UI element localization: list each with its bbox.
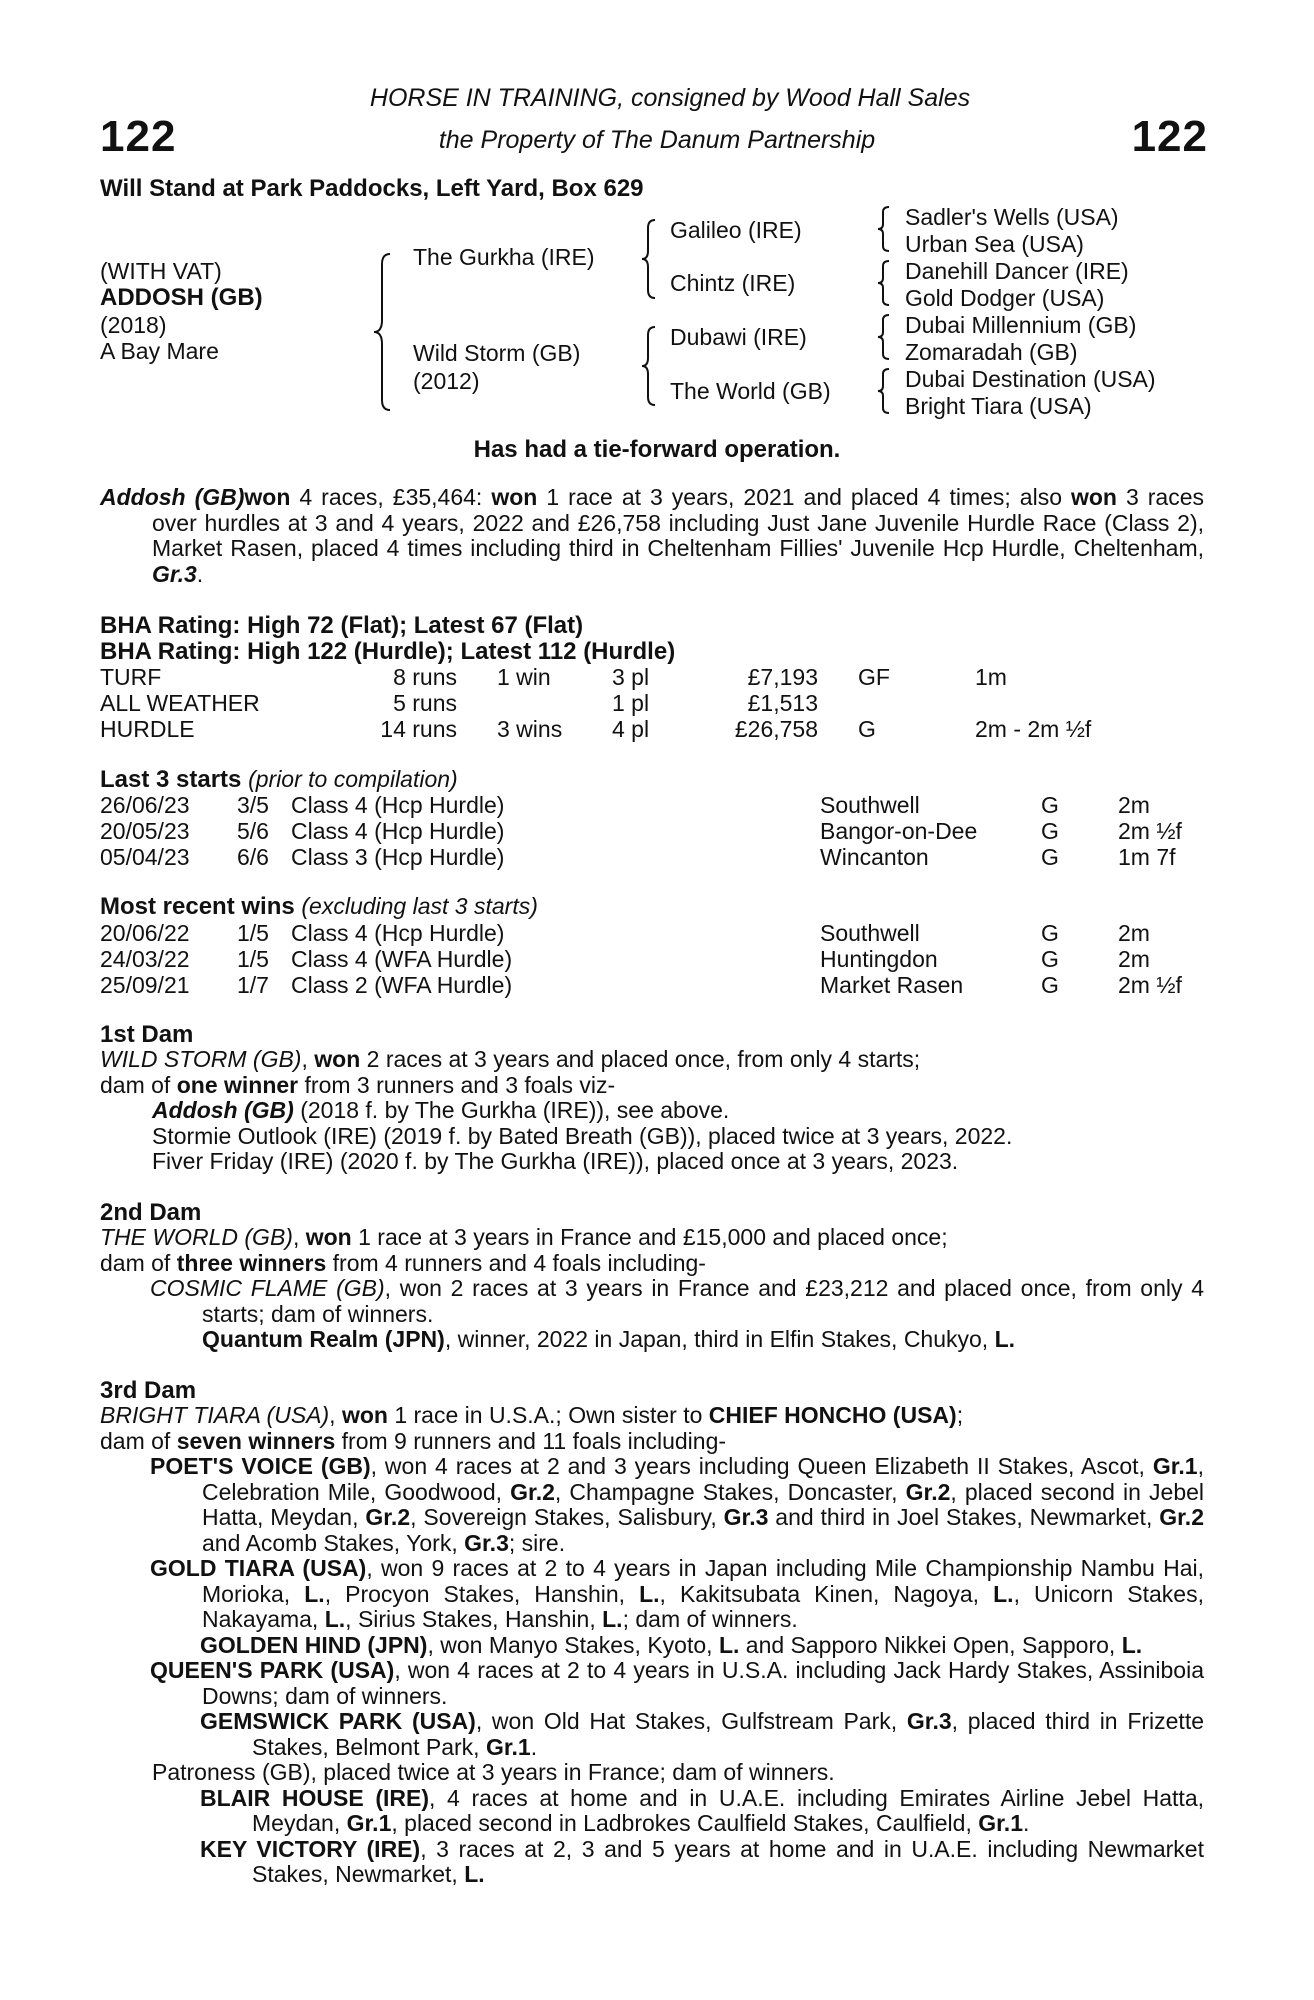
second-dam-text: dam of (100, 1249, 177, 1276)
win-course: Market Rasen (820, 972, 964, 998)
second-dam-text: from 4 runners and 4 foals including- (326, 1249, 706, 1276)
win-race: Class 4 (Hcp Hurdle) (291, 920, 505, 946)
rating-placed: 4 pl (612, 716, 650, 742)
start-course: Bangor-on-Dee (820, 818, 978, 844)
grandparent-3: Danehill Dancer (IRE) (905, 258, 1129, 284)
produce-key-victory: KEY VICTORY (IRE), 3 races at 2, 3 and 5 years at home and in U.A.E. including Newmarket Stakes, Newmarket, L. (200, 1835, 1204, 1887)
second-dam-won: won (305, 1224, 352, 1250)
win-distance: 2m (1118, 946, 1150, 972)
rating-earnings: £7,193 (747, 664, 818, 690)
rating-hurdle: BHA Rating: High 122 (Hurdle); Latest 112 (Hurdle) (100, 638, 676, 665)
produce-name: Quantum Realm (JPN) (202, 1326, 445, 1352)
win-course: Huntingdon (820, 946, 938, 972)
win-position: 1/7 (237, 972, 269, 998)
start-position: 3/5 (237, 792, 269, 818)
start-distance: 1m 7f (1118, 844, 1176, 870)
start-race: Class 4 (Hcp Hurdle) (291, 792, 505, 818)
grandparent-4: Gold Dodger (USA) (905, 285, 1105, 311)
third-dam-heading: 3rd Dam (100, 1377, 197, 1404)
foal-entry: Fiver Friday (IRE) (2020 f. by The Gurkha (IRE)), placed once at 3 years, 2023. (152, 1148, 959, 1174)
pedigree-brace-main (372, 252, 396, 412)
produce-golden-hind: GOLDEN HIND (JPN), won Manyo Stakes, Kyoto, L. and Sapporo Nikkei Open, Sapporo, L. (200, 1631, 1143, 1658)
first-dam-winners: one winner (176, 1071, 299, 1098)
second-dam-heading: 2nd Dam (100, 1199, 202, 1226)
produce-gemswick-park: GEMSWICK PARK (USA), won Old Hat Stakes, Gulfstream Park, Gr.3, placed third in Frizette Stakes, Belmont Park, Gr.1. (200, 1708, 1204, 1760)
third-dam-text: 1 race in U.S.A.; Own sister to (387, 1402, 709, 1428)
produce-name: QUEEN'S PARK (USA) (150, 1657, 395, 1683)
consignor-line: HORSE IN TRAINING, consigned by Wood Hall Sales (369, 84, 971, 112)
rating-earnings: £26,758 (734, 716, 818, 742)
produce-details: , won 2 races at 3 years in France and £23,212 and placed once, from only 4 starts; dam of winners. (202, 1275, 1204, 1327)
last-starts-note: (prior to compilation) (248, 766, 458, 792)
property-line: the Property of The Danum Partnership (438, 126, 876, 154)
race-summary (100, 485, 1204, 587)
lot-number-right: 122 (1131, 112, 1208, 161)
horse-description: A Bay Mare (100, 338, 219, 364)
lot-number-left: 122 (100, 112, 177, 161)
recent-wins-note: (excluding last 3 starts) (301, 893, 538, 919)
summary-won: won (244, 484, 291, 510)
second-dam-name: THE WORLD (GB) (100, 1224, 293, 1250)
third-dam-name: BRIGHT TIARA (USA) (100, 1402, 330, 1428)
summary-text: . (196, 560, 204, 587)
third-dam-section: BRIGHT TIARA (USA), won 1 race in U.S.A.; Own sister to CHIEF HONCHO (USA); dam of seven winners from 9 runners and 11 foals including- POET'S VOICE (GB), won 4 races at 2 and 3 years including Queen Elizabeth II Stakes, Ascot, Gr.1, Celebration Mile, Goodwood, Gr.2, Champagne Stakes, Doncaster, Gr.2, placed second in Jebel Hatta, Meydan, Gr.2, Sovereign Stakes, Salisbury, Gr.3 and third in Joel Stakes, Newmarket, Gr.2 and Acomb Stakes, York, Gr.3; sire. GOLD TIARA (USA), won 9 races at 2 to 4 years in Japan including Mile Championship Nambu Hai, Morioka, L., Procyon Stakes, Hanshin, L., Kakitsubata Kinen, Nagoya, L., Unicorn Stakes, Nakayama, L., Sirius Stakes, Hanshin, L.; dam of winners. GOLDEN HIND (JPN), won Manyo Stakes, Kyoto, L. and Sapporo Nikkei Open, Sapporo, L. QUEEN'S PARK (USA), won 4 races at 2 to 4 years in U.S.A. including Jack Hardy Stakes, Assiniboia Downs; dam of winners. GEMSWICK PARK (USA), won Old Hat Stakes, Gulfstream Park, Gr.3, placed third in Frizette Stakes, Belmont Park, Gr.1. Patroness (GB), placed twice at 3 years in France; dam of winners. BLAIR HOUSE (IRE), 4 races at home and in U.A.E. including Emirates Airline Jebel Hatta, Meydan, Gr.1, placed second in Ladbrokes Caulfield Stakes, Caulfield, Gr.1. KEY VICTORY (IRE), 3 races at 2, 3 and 5 years at home and in U.A.E. including Newmarket Stakes, Newmarket, L. (100, 1402, 1205, 1887)
rating-runs: 14 runs (380, 716, 457, 742)
recent-wins-title: Most recent wins (100, 893, 295, 920)
operation-note: Has had a tie-forward operation. (473, 436, 841, 463)
produce-name: GOLDEN HIND (JPN) (200, 1631, 428, 1658)
start-race: Class 3 (Hcp Hurdle) (291, 844, 505, 870)
g-brace-2 (876, 259, 892, 307)
summary-text: 4 races, £35,464: (290, 484, 492, 510)
rating-placed: 3 pl (612, 664, 650, 690)
foal-name: Addosh (GB) (152, 1097, 294, 1123)
last-starts-title: Last 3 starts (100, 766, 242, 793)
rating-going: GF (858, 664, 890, 690)
sire-name: The Gurkha (IRE) (413, 244, 595, 270)
produce-gold-tiara: GOLD TIARA (USA), won 9 races at 2 to 4 years in Japan including Mile Championship Nambu Hai, Morioka, L., Procyon Stakes, Hanshin, L., Kakitsubata Kinen, Nagoya, L., Unicorn Stakes, Nakayama, L., Sirius Stakes, Hanshin, L.; dam of winners. (150, 1555, 1204, 1632)
summary-won: won (491, 484, 538, 510)
rating-runs: 5 runs (393, 690, 457, 716)
grandparent-2: Urban Sea (USA) (905, 231, 1084, 257)
rating-earnings: £1,513 (747, 690, 818, 716)
rating-runs: 8 runs (393, 664, 457, 690)
start-going: G (1041, 792, 1059, 818)
start-position: 5/6 (237, 818, 269, 844)
produce-poets-voice: POET'S VOICE (GB), won 4 races at 2 and 3 years including Queen Elizabeth II Stakes, Ascot, Gr.1, Celebration Mile, Goodwood, Gr.2, Champagne Stakes, Doncaster, Gr.2, placed second in Jebel Hatta, Meydan, Gr.2, Sovereign Stakes, Salisbury, Gr.3 and third in Joel Stakes, Newmarket, Gr.2 and Acomb Stakes, York, Gr.3; sire. (150, 1453, 1205, 1556)
first-dam-text: 2 races at 3 years and placed once, from only 4 starts; (360, 1046, 921, 1072)
start-course: Wincanton (820, 844, 929, 870)
start-date: 05/04/23 (100, 844, 190, 870)
produce-name: GEMSWICK PARK (USA) (200, 1708, 476, 1734)
summary-won: won (1070, 484, 1117, 510)
win-going: G (1041, 920, 1059, 946)
summary-text: 1 race at 3 years, 2021 and placed 4 times; also (537, 484, 1071, 510)
rating-distance: 2m - 2m ½f (975, 716, 1092, 742)
win-distance: 2m ½f (1118, 972, 1182, 998)
produce-blair-house: BLAIR HOUSE (IRE), 4 races at home and in U.A.E. including Emirates Airline Jebel Hatta, Meydan, Gr.1, placed second in Ladbrokes Caulfield Stakes, Caulfield, Gr.1. (200, 1784, 1204, 1836)
foal-entry: Stormie Outlook (IRE) (2019 f. by Bated Breath (GB)), placed twice at 3 years, 2022. (152, 1122, 1013, 1149)
win-position: 1/5 (237, 920, 269, 946)
rating-going: G (858, 716, 876, 742)
win-date: 20/06/22 (100, 920, 190, 946)
sire-sire: Galileo (IRE) (670, 217, 802, 243)
g-brace-1 (876, 205, 892, 253)
win-race: Class 4 (WFA Hurdle) (291, 946, 513, 972)
start-going: G (1041, 818, 1059, 844)
start-distance: 2m (1118, 792, 1150, 818)
third-dam-text: dam of (100, 1427, 177, 1454)
start-race: Class 4 (Hcp Hurdle) (291, 818, 505, 844)
grandparent-1: Sadler's Wells (USA) (905, 204, 1119, 230)
first-dam-name: WILD STORM (GB) (100, 1046, 302, 1072)
sire-brace (640, 218, 660, 300)
rating-distance: 1m (975, 664, 1007, 690)
first-dam-section: WILD STORM (GB), won 2 races at 3 years and placed once, from only 4 starts; dam of one winner from 3 runners and 3 foals viz- Addosh (GB) (2018 f. by The Gurkha (IRE)), see above. Stormie Outlook (IRE) (2019 f. by Bated Breath (GB)), placed twice at 3 years, 2022. Fiver Friday (IRE) (2020 f. by The Gurkha (IRE)), placed once at 3 years, 2023. (100, 1047, 1204, 1175)
sire-dam: Chintz (IRE) (670, 270, 796, 296)
second-dam-winners: three winners (176, 1249, 327, 1276)
win-position: 1/5 (237, 946, 269, 972)
win-distance: 2m (1118, 920, 1150, 946)
start-going: G (1041, 844, 1059, 870)
last-starts-heading (100, 766, 458, 794)
win-course: Southwell (820, 920, 920, 946)
win-date: 24/03/22 (100, 946, 190, 972)
horse-year: (2018) (100, 312, 167, 338)
rating-wins: 1 win (497, 664, 551, 690)
third-dam-text: ; (956, 1402, 964, 1428)
start-date: 26/06/23 (100, 792, 190, 818)
produce-queens-park: QUEEN'S PARK (USA), won 4 races at 2 to 4 years in U.S.A. including Jack Hardy Stakes, Assiniboia Downs; dam of winners. (150, 1657, 1204, 1709)
start-distance: 2m ½f (1118, 818, 1182, 844)
start-course: Southwell (820, 792, 920, 818)
first-dam-text: dam of (100, 1071, 177, 1098)
produce-name: GOLD TIARA (USA) (150, 1555, 367, 1581)
produce-name: POET'S VOICE (GB) (150, 1453, 371, 1479)
win-going: G (1041, 946, 1059, 972)
dam-name: Wild Storm (GB) (413, 340, 581, 366)
produce-patroness: Patroness (GB), placed twice at 3 years in France; dam of winners. (152, 1759, 835, 1785)
dam-year: (2012) (413, 368, 480, 394)
produce-name: KEY VICTORY (IRE) (200, 1835, 421, 1862)
rating-flat: BHA Rating: High 72 (Flat); Latest 67 (Flat) (100, 612, 584, 639)
g-brace-3 (876, 313, 892, 361)
first-dam-text: from 3 runners and 3 foals viz- (298, 1071, 616, 1098)
vat-label: (WITH VAT) (100, 258, 222, 284)
grandparent-7: Dubai Destination (USA) (905, 366, 1156, 392)
summary-text: 3 races over hurdles at 3 and 4 years, 2022 and £26,758 including Just Jane Juvenile Hurdle Race (Class 2), Market Rasen, placed 4 times including third in Cheltenham Fillies' Juvenile Hcp Hurdle, Cheltenham, (152, 484, 1204, 561)
third-dam-won: won (341, 1402, 388, 1428)
third-dam-sister: CHIEF HONCHO (USA) (708, 1402, 957, 1428)
grandparent-5: Dubai Millennium (GB) (905, 312, 1137, 338)
g-brace-4 (876, 367, 892, 415)
produce-details: , winner, 2022 in Japan, third in Elfin Stakes, Chukyo, (444, 1326, 995, 1352)
rating-surface: TURF (100, 664, 162, 690)
third-dam-winners: seven winners (176, 1427, 336, 1454)
horse-name: ADDOSH (GB) (100, 284, 263, 311)
recent-wins-heading (100, 893, 538, 921)
stand-location: Will Stand at Park Paddocks, Left Yard, Box 629 (100, 175, 644, 202)
foal-details: (2018 f. by The Gurkha (IRE)), see above. (293, 1097, 730, 1123)
rating-wins: 3 wins (497, 716, 563, 742)
win-date: 25/09/21 (100, 972, 190, 998)
dam-sire: Dubawi (IRE) (670, 324, 807, 350)
produce-grade: L. (994, 1326, 1016, 1352)
rating-surface: HURDLE (100, 716, 195, 742)
second-dam-text: 1 race at 3 years in France and £15,000 and placed once; (351, 1224, 948, 1250)
produce-name: COSMIC FLAME (GB) (150, 1275, 385, 1301)
first-dam-won: won (314, 1046, 361, 1072)
grandparent-6: Zomaradah (GB) (905, 339, 1078, 365)
rating-surface: ALL WEATHER (100, 690, 260, 716)
first-dam-heading: 1st Dam (100, 1021, 194, 1048)
start-position: 6/6 (237, 844, 269, 870)
dam-brace (640, 325, 660, 407)
dam-dam: The World (GB) (670, 378, 831, 404)
win-race: Class 2 (WFA Hurdle) (291, 972, 513, 998)
second-dam-section: THE WORLD (GB), won 1 race at 3 years in France and £15,000 and placed once; dam of three winners from 4 runners and 4 foals including- COSMIC FLAME (GB), won 2 races at 3 years in France and £23,212 and placed once, from only 4 starts; dam of winners. Quantum Realm (JPN), winner, 2022 in Japan, third in Elfin Stakes, Chukyo, L. (100, 1224, 1204, 1352)
rating-placed: 1 pl (612, 690, 650, 716)
start-date: 20/05/23 (100, 818, 190, 844)
win-going: G (1041, 972, 1059, 998)
third-dam-text: from 9 runners and 11 foals including- (335, 1427, 727, 1454)
summary-grade: Gr.3 (152, 560, 197, 587)
summary-horse-name: Addosh (GB) (100, 484, 245, 510)
produce-name: BLAIR HOUSE (IRE) (200, 1784, 429, 1811)
grandparent-8: Bright Tiara (USA) (905, 393, 1092, 419)
